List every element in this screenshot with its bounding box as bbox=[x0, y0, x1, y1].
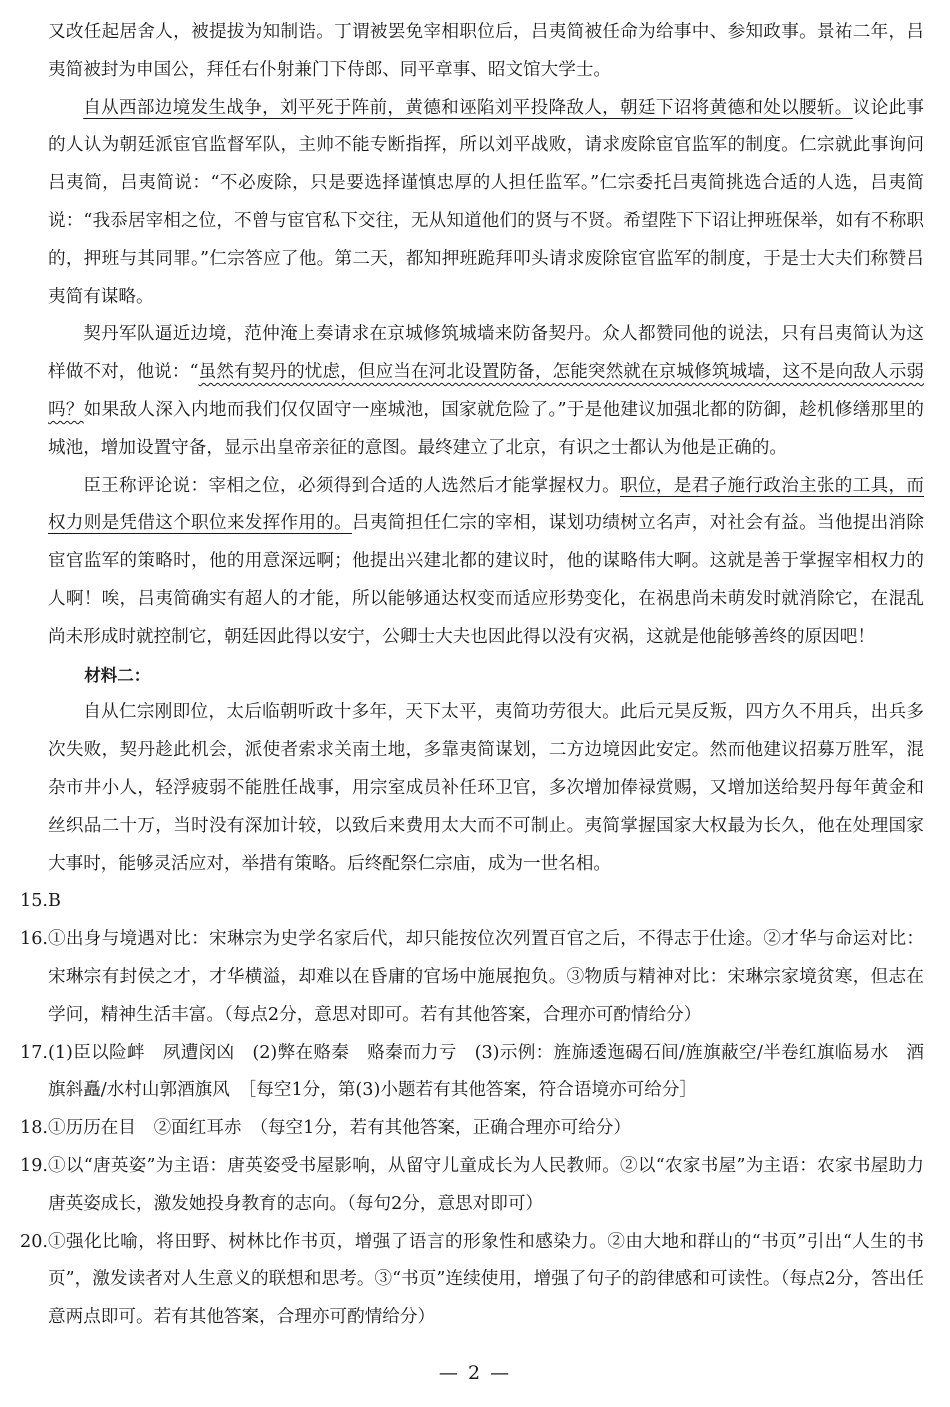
underlined-sentence-2: 职位，是君子施行政治主张的工具，而权力则是凭借这个职位来发挥作用的。 bbox=[48, 475, 924, 534]
answer-text: ①出身与境遇对比：宋琳宗为史学名家后代，却只能按位次列置百官之后，不得志于仕途。②才华与命运对比：宋琳宗有封侯之才，才华横溢，却难以在昏庸的官场中施展抱负。③物质与精神对比：宋琳宗家境贫寒，但志在学问，精神生活丰富。（每点2分，意思对即可。若有其他答案，合理亦可酌情给分） bbox=[48, 929, 924, 1025]
answer-item bbox=[20, 1148, 924, 1224]
wavy-underlined-sentence: 虽然有契丹的忧虑，但应当在河北设置防备，怎能突然就在京城修筑城墙，这不是向敌人示弱吗？ bbox=[48, 362, 924, 420]
answer-item bbox=[20, 883, 924, 921]
answer-number: 17. bbox=[20, 1042, 48, 1063]
answer-text: (1)臣以险衅 夙遭闵凶 (2)弊在赂秦 赂秦而力亏 (3)示例：旌旆逶迤碣石间/旌旗蔽空/半卷红旗临易水 酒旗斜矗/水村山郭酒旗风 ［每空1分，第(3)小题若有其他答案，符合语境亦可给分］ bbox=[48, 1042, 924, 1101]
paragraph-4-text-a: 臣王称评论说：宰相之位，必须得到合适的人选然后才能掌握权力。 bbox=[83, 475, 621, 496]
answer-list bbox=[20, 883, 924, 1337]
answer-item bbox=[20, 921, 924, 1034]
paragraph-1: 又改任起居舍人，被提拔为知制诰。丁谓被罢免宰相职位后，吕夷简被任命为给事中、参知政事。景祐二年，吕夷简被封为申国公，拜任右仆射兼门下侍郎、同平章事、昭文馆大学士。 bbox=[48, 22, 924, 80]
material-2-heading: 材料二： bbox=[84, 665, 151, 685]
answer-text: B bbox=[48, 891, 61, 912]
answer-text: ①历历在目 ②面红耳赤 （每空1分，若有其他答案，正确合理亦可给分） bbox=[48, 1118, 631, 1139]
answer-item bbox=[20, 1224, 924, 1337]
paragraph-4 bbox=[48, 468, 924, 657]
material-2-text: 自从仁宗刚即位，太后临朝听政十多年，天下太平，夷简功劳很大。此后元昊反叛，四方久不用兵，出兵多次失败，契丹趁此机会，派使者索求关南土地，多靠夷简谋划，二方边境因此安定。然而他建议招募万胜军，混杂市井小人，轻浮疲弱不能胜任战事，用宗室成员补任环卫官，多次增加俸禄赏赐，又增加送给契丹每年黄金和丝织品二十万，当时没有深加计较，以致后来费用太大而不可制止。夷简掌握国家大权最为长久，他在处理国家大事时，能够灵活应对，举措有策略。后终配祭仁宗庙，成为一世名相。 bbox=[48, 702, 924, 874]
answer-number: 18. bbox=[20, 1118, 48, 1139]
paragraph-3-text-b: 如果敌人深入内地而我们仅仅固守一座城池，国家就危险了。”于是他建议加强北都的防御，趁机修缮那里的城池，增加设置守备，显示出皇帝亲征的意图。最终建立了北京，有识之士都认为他是正确的。 bbox=[48, 399, 924, 458]
answer-number: 16. bbox=[20, 929, 48, 950]
answer-text: ①强化比喻，将田野、树林比作书页，增强了语言的形象性和感染力。②由大地和群山的“书页”引出“人生的书页”，激发读者对人生意义的联想和思考。③“书页”连续使用，增强了句子的韵律感和可读性。（每点2分，答出任意两点即可。若有其他答案，合理亦可酌情给分） bbox=[48, 1231, 924, 1328]
answer-number: 20. bbox=[20, 1231, 48, 1252]
answer-number: 15. bbox=[20, 891, 48, 912]
paragraph-2 bbox=[48, 90, 924, 317]
answer-item bbox=[20, 1035, 924, 1111]
paragraph-4-text-b: 吕夷简担任仁宗的宰相，谋划功绩树立名声，对社会有益。当他提出消除宦官监军的策略时，他的用意深远啊；他提出兴建北都的建议时，他的谋略伟大啊。这就是善于掌握宰相权力的人啊！唉，吕夷简确实有超人的才能，所以能够通达权变而适应形势变化，在祸患尚未萌发时就消除它，在混乱尚未形成时就控制它，朝廷因此得以安宁，公卿士大夫也因此得以没有灾祸，这就是他能够善终的原因吧！ bbox=[48, 513, 924, 647]
answer-number: 19. bbox=[20, 1155, 48, 1176]
paragraph-3-text-a: 契丹军队逼近边境，范仲淹上奏请求在京城修筑城墙来防备契丹。众人都赞同他的说法，只有吕夷简认为这样做不对，他说：“ bbox=[48, 324, 924, 383]
paragraph-3 bbox=[48, 316, 924, 467]
page-number: — 2 — bbox=[438, 1362, 512, 1384]
answer-text: ①以“唐英姿”为主语：唐英姿受书屋影响，从留守儿童成长为人民教师。②以“农家书屋”为主语：农家书屋助力唐英姿成长，激发她投身教育的志向。（每句2分，意思对即可） bbox=[48, 1155, 924, 1214]
paragraph-2-text: 议论此事的人认为朝廷派宦官监督军队，主帅不能专断指挥，所以刘平战败，请求废除宦官监军的制度。仁宗就此事询问吕夷简，吕夷简说：“不必废除，只是要选择谨慎忠厚的人担任监军。”仁宗委托吕夷简挑选合适的人选，吕夷简说：“我忝居宰相之位，不曾与宦官私下交往，无从知道他们的贤与不贤。希望陛下下诏让押班保举，如有不称职的，押班与其同罪。”仁宗答应了他。第二天，都知押班跪拜叩头请求废除宦官监军的制度，于是士大夫们称赞吕夷简有谋略。 bbox=[48, 97, 924, 307]
answer-item bbox=[20, 1110, 924, 1148]
underlined-sentence: 自从西部边境发生战争，刘平死于阵前，黄德和诬陷刘平投降敌人，朝廷下诏将黄德和处以腰斩。 bbox=[83, 97, 853, 118]
